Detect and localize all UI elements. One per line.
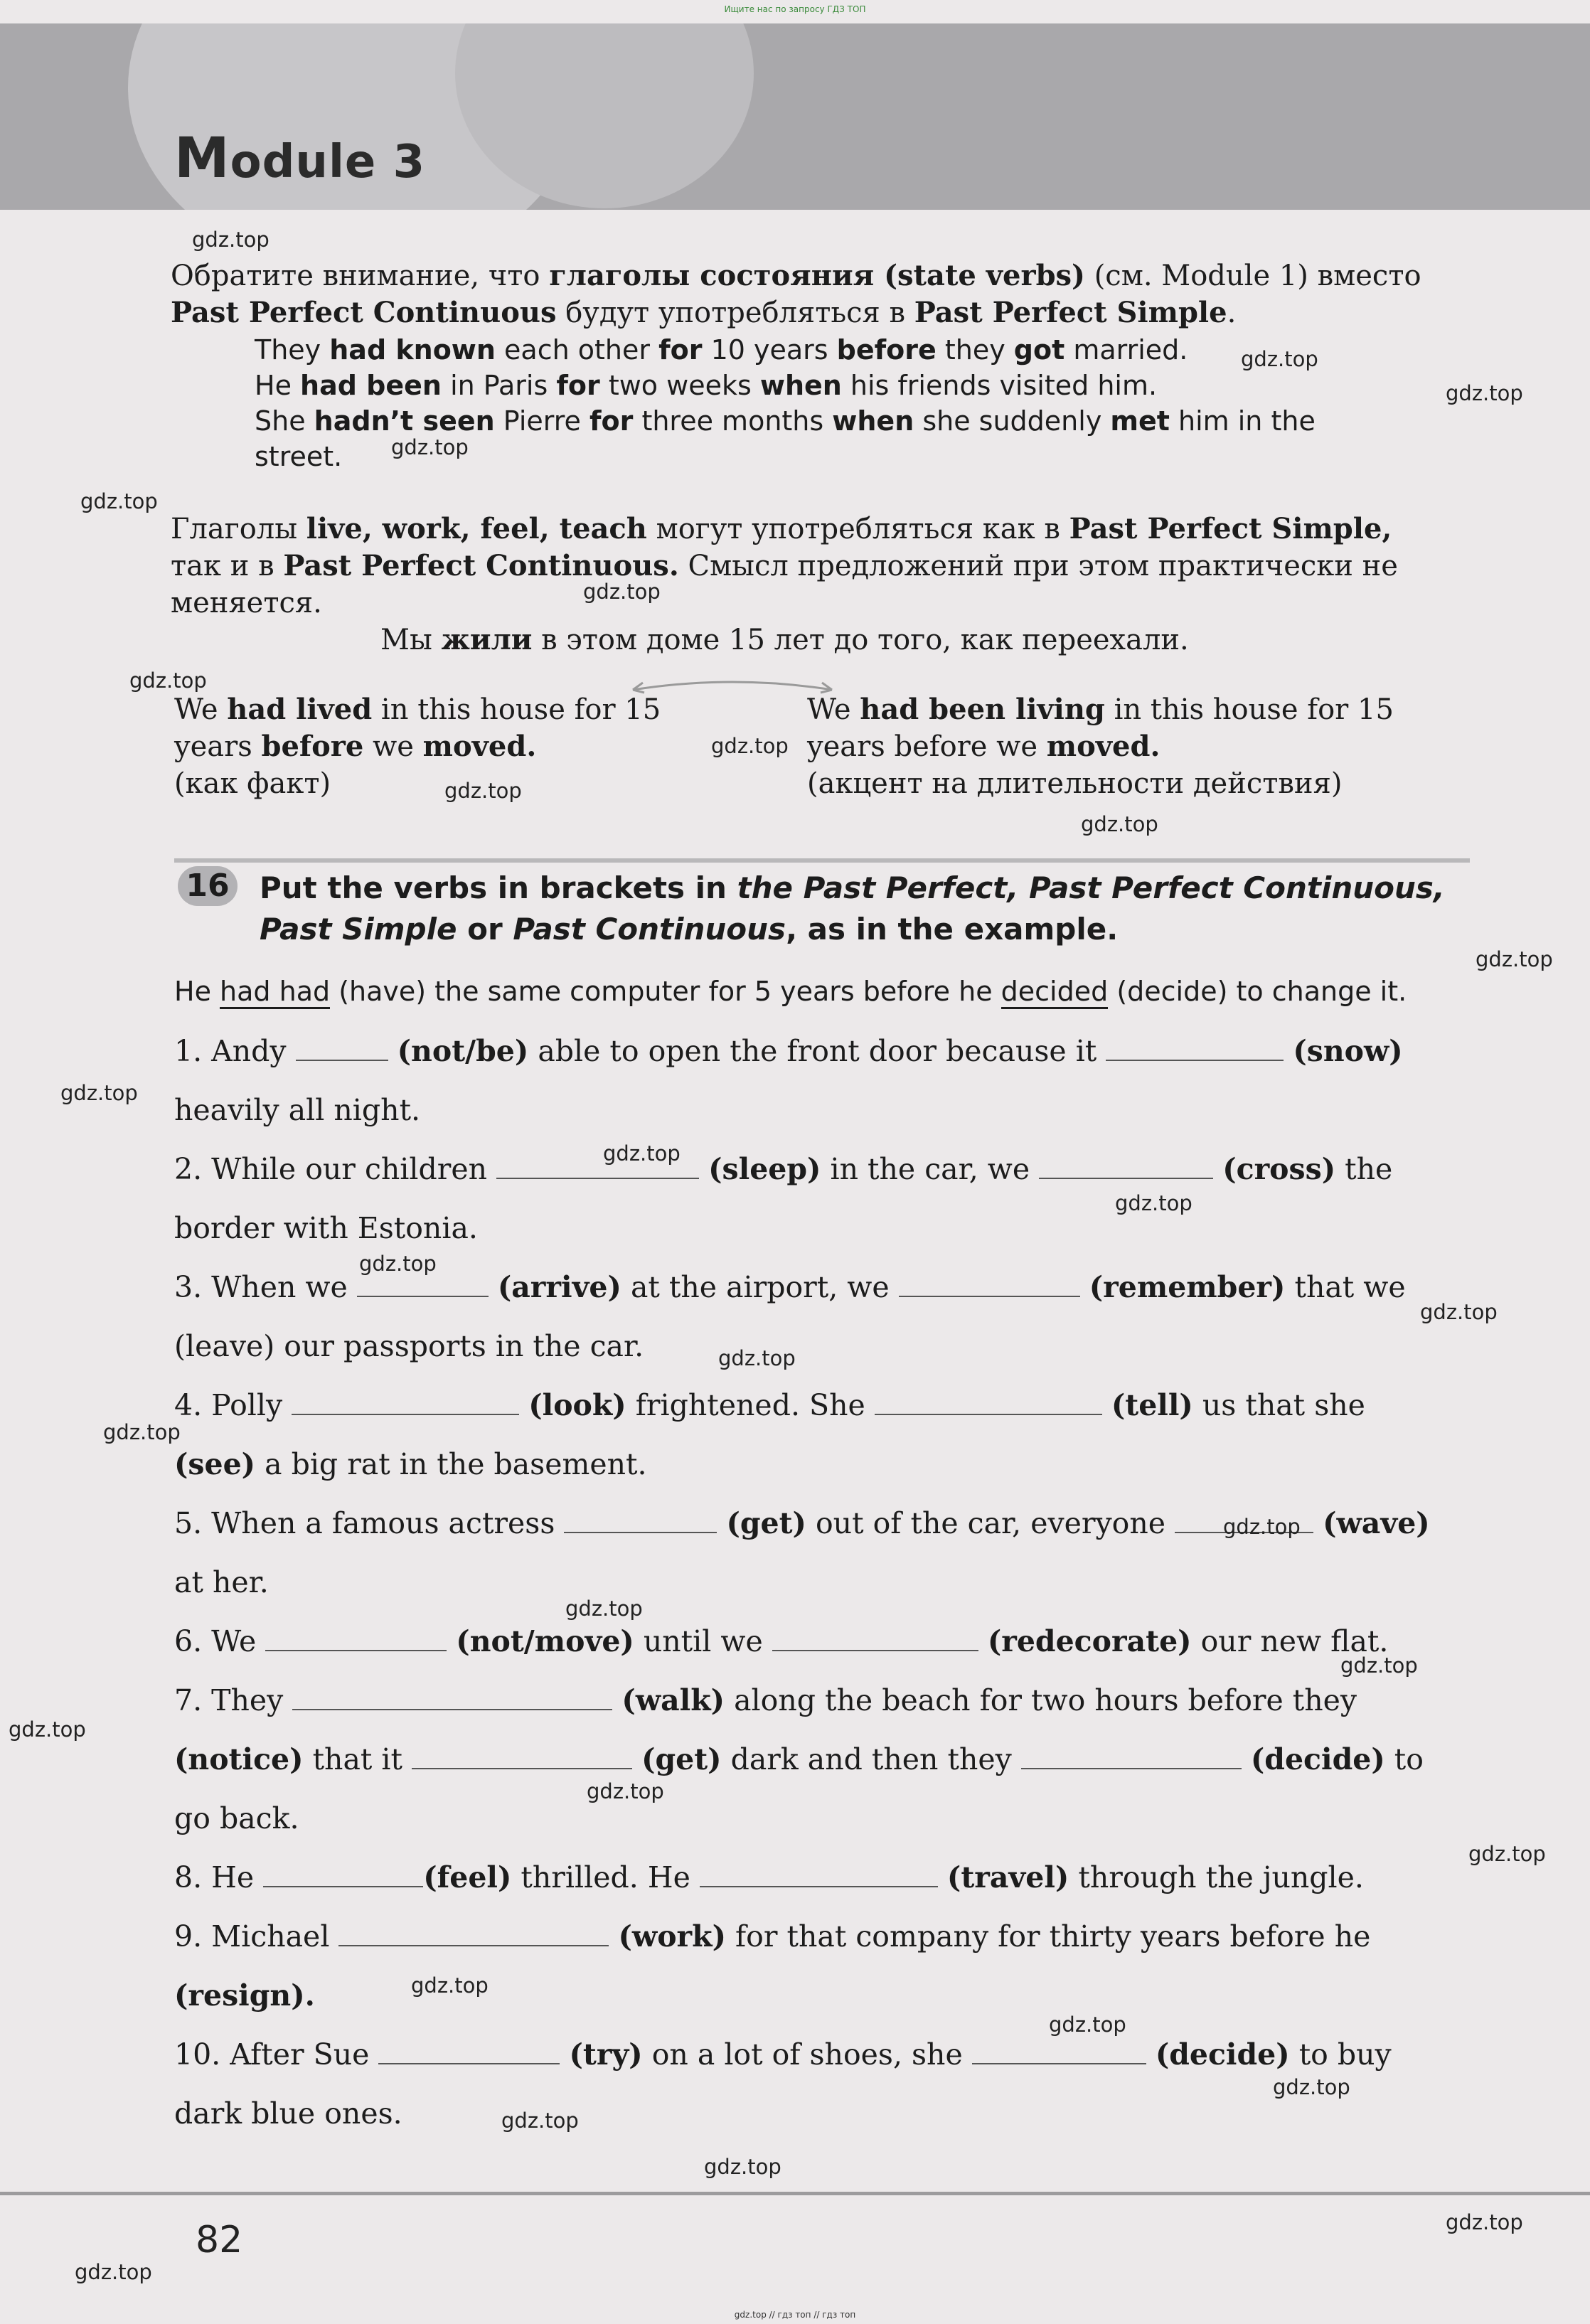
note-center-sentence: Мы жили в этом доме 15 лет до того, как переехали. — [380, 623, 1189, 656]
module-title: Module 3 — [174, 127, 426, 191]
footer-divider — [0, 2192, 1590, 2195]
watermark: gdz.top — [1081, 812, 1158, 836]
exercise-item-cont: at her. — [174, 1565, 269, 1599]
watermark: gdz.top — [565, 1597, 643, 1621]
answer-blank[interactable] — [700, 1862, 938, 1887]
watermark: gdz.top — [711, 734, 789, 758]
watermark: gdz.top — [1115, 1191, 1192, 1215]
exercise-item-cont: (notice) that it (get) dark and then they (decide) to — [174, 1742, 1424, 1776]
note-line: Past Perfect Continuous будут употребляться в Past Perfect Simple. — [171, 296, 1237, 329]
exercise-item-cont: go back. — [174, 1801, 299, 1835]
exercise-item: 10. After Sue (try) on a lot of shoes, she (decide) to buy — [174, 2037, 1392, 2072]
exercise-item: 6. We (not/move) until we (redecorate) our new flat. — [174, 1624, 1389, 1658]
watermark: gdz.top — [1420, 1300, 1498, 1324]
note-line: Обратите внимание, что глаголы состояния (state verbs) (см. Module 1) вместо — [171, 259, 1421, 292]
answer-blank[interactable] — [564, 1508, 717, 1533]
exercise-item-cont: heavily all night. — [174, 1093, 421, 1127]
watermark: gdz.top — [359, 1252, 437, 1276]
watermark: gdz.top — [60, 1081, 138, 1105]
answer-blank[interactable] — [265, 1626, 447, 1651]
right-line: years before we moved. — [807, 730, 1161, 763]
top-note: Ищите нас по запросу ГДЗ ТОП — [724, 4, 866, 14]
answer-blank[interactable] — [1106, 1035, 1284, 1061]
watermark: gdz.top — [583, 580, 661, 604]
watermark: gdz.top — [704, 2155, 781, 2179]
example-sentence: street. — [255, 441, 343, 472]
note-line: Глаголы live, work, feel, teach могут употребляться как в Past Perfect Simple, — [171, 512, 1392, 545]
watermark: gdz.top — [80, 489, 158, 513]
exercise-item: 2. While our children (sleep) in the car, we (cross) the — [174, 1152, 1393, 1186]
watermark: gdz.top — [192, 228, 270, 252]
left-line: We had lived in this house for 15 — [174, 693, 661, 726]
watermark: gdz.top — [129, 668, 207, 693]
exercise-item: 4. Polly (look) frightened. She (tell) us that she — [174, 1388, 1365, 1422]
watermark: gdz.top — [501, 2109, 579, 2133]
left-example-column — [174, 691, 661, 802]
answer-blank[interactable] — [292, 1685, 612, 1710]
left-line: years before we moved. — [174, 730, 537, 763]
answer-blank[interactable] — [292, 1390, 519, 1415]
note-line: так и в Past Perfect Continuous. Смысл предложений при этом практически не — [171, 549, 1398, 582]
exercise-item: 1. Andy (not/be) able to open the front door because it (snow) — [174, 1034, 1403, 1068]
watermark: gdz.top — [587, 1779, 664, 1803]
answer-blank[interactable] — [1021, 1744, 1242, 1769]
left-line: (как факт) — [174, 767, 331, 800]
answer-blank[interactable] — [972, 2039, 1146, 2064]
watermark: gdz.top — [1446, 2210, 1523, 2234]
right-line: We had been living in this house for 15 — [807, 693, 1394, 726]
exercise-item: 8. He (feel) thrilled. He (travel) through the jungle. — [174, 1860, 1364, 1894]
watermark: gdz.top — [1476, 947, 1553, 971]
answer-blank[interactable] — [378, 2039, 560, 2064]
answer-blank[interactable] — [338, 1921, 609, 1946]
answer-blank[interactable] — [296, 1035, 388, 1061]
exercise-item: 9. Michael (work) for that company for thirty years before he — [174, 1919, 1371, 1953]
watermark: gdz.top — [1468, 1842, 1546, 1866]
example-answer: decided — [1001, 976, 1109, 1009]
answer-blank[interactable] — [875, 1390, 1102, 1415]
watermark: gdz.top — [444, 779, 522, 803]
watermark: gdz.top — [1241, 347, 1318, 371]
answer-blank[interactable] — [412, 1744, 632, 1769]
example-sentence: They had known each other for 10 years before they got married. — [255, 334, 1188, 366]
watermark: gdz.top — [103, 1420, 181, 1444]
watermark: gdz.top — [9, 1717, 86, 1742]
answer-blank[interactable] — [772, 1626, 978, 1651]
note-line: меняется. — [171, 587, 322, 619]
exercise-item-cont: dark blue ones. — [174, 2096, 402, 2131]
watermark: gdz.top — [1340, 1653, 1418, 1678]
watermark: gdz.top — [411, 1973, 489, 1998]
section-divider — [174, 858, 1470, 863]
footer-note: gdz.top // гдз топ // гдз топ — [734, 2310, 856, 2320]
example-answer: had had — [220, 976, 330, 1009]
exercise-item-cont: border with Estonia. — [174, 1211, 478, 1245]
page-number: 82 — [196, 2219, 243, 2261]
exercise-item-cont: (leave) our passports in the car. — [174, 1329, 644, 1363]
watermark: gdz.top — [718, 1346, 796, 1370]
right-example-column — [807, 691, 1394, 802]
exercise-item-cont: (resign). — [174, 1978, 315, 2013]
answer-blank[interactable] — [899, 1272, 1080, 1297]
exercise-example: He had had (have) the same computer for 5 years before he decided (decide) to change it. — [174, 973, 1407, 1010]
answer-blank[interactable] — [1039, 1153, 1213, 1179]
watermark: gdz.top — [1273, 2075, 1350, 2099]
exercise-instruction: Put the verbs in brackets in the Past Perfect, Past Perfect Continuous, Past Simple or Past Continuous, as in the example. — [260, 870, 1445, 947]
right-line: (акцент на длительности действия) — [807, 767, 1343, 800]
watermark: gdz.top — [75, 2260, 152, 2284]
exercise-item: 3. When we (arrive) at the airport, we (remember) that we — [174, 1270, 1406, 1304]
exercise-item: 5. When a famous actress (get) out of the car, everyone (wave) — [174, 1506, 1430, 1540]
answer-blank[interactable] — [263, 1862, 423, 1887]
example-sentence: He had been in Paris for two weeks when his friends visited him. — [255, 370, 1158, 401]
watermark: gdz.top — [391, 435, 469, 459]
example-sentence: She hadn’t seen Pierre for three months when she suddenly met him in the — [255, 405, 1316, 437]
watermark: gdz.top — [1049, 2013, 1126, 2037]
exercise-item-cont: (see) a big rat in the basement. — [174, 1447, 647, 1481]
watermark: gdz.top — [603, 1141, 681, 1166]
exercise-item: 7. They (walk) along the beach for two hours before they — [174, 1683, 1357, 1717]
exercise-number-badge: 16 — [178, 866, 238, 906]
watermark: gdz.top — [1223, 1515, 1301, 1539]
watermark: gdz.top — [1446, 381, 1523, 405]
